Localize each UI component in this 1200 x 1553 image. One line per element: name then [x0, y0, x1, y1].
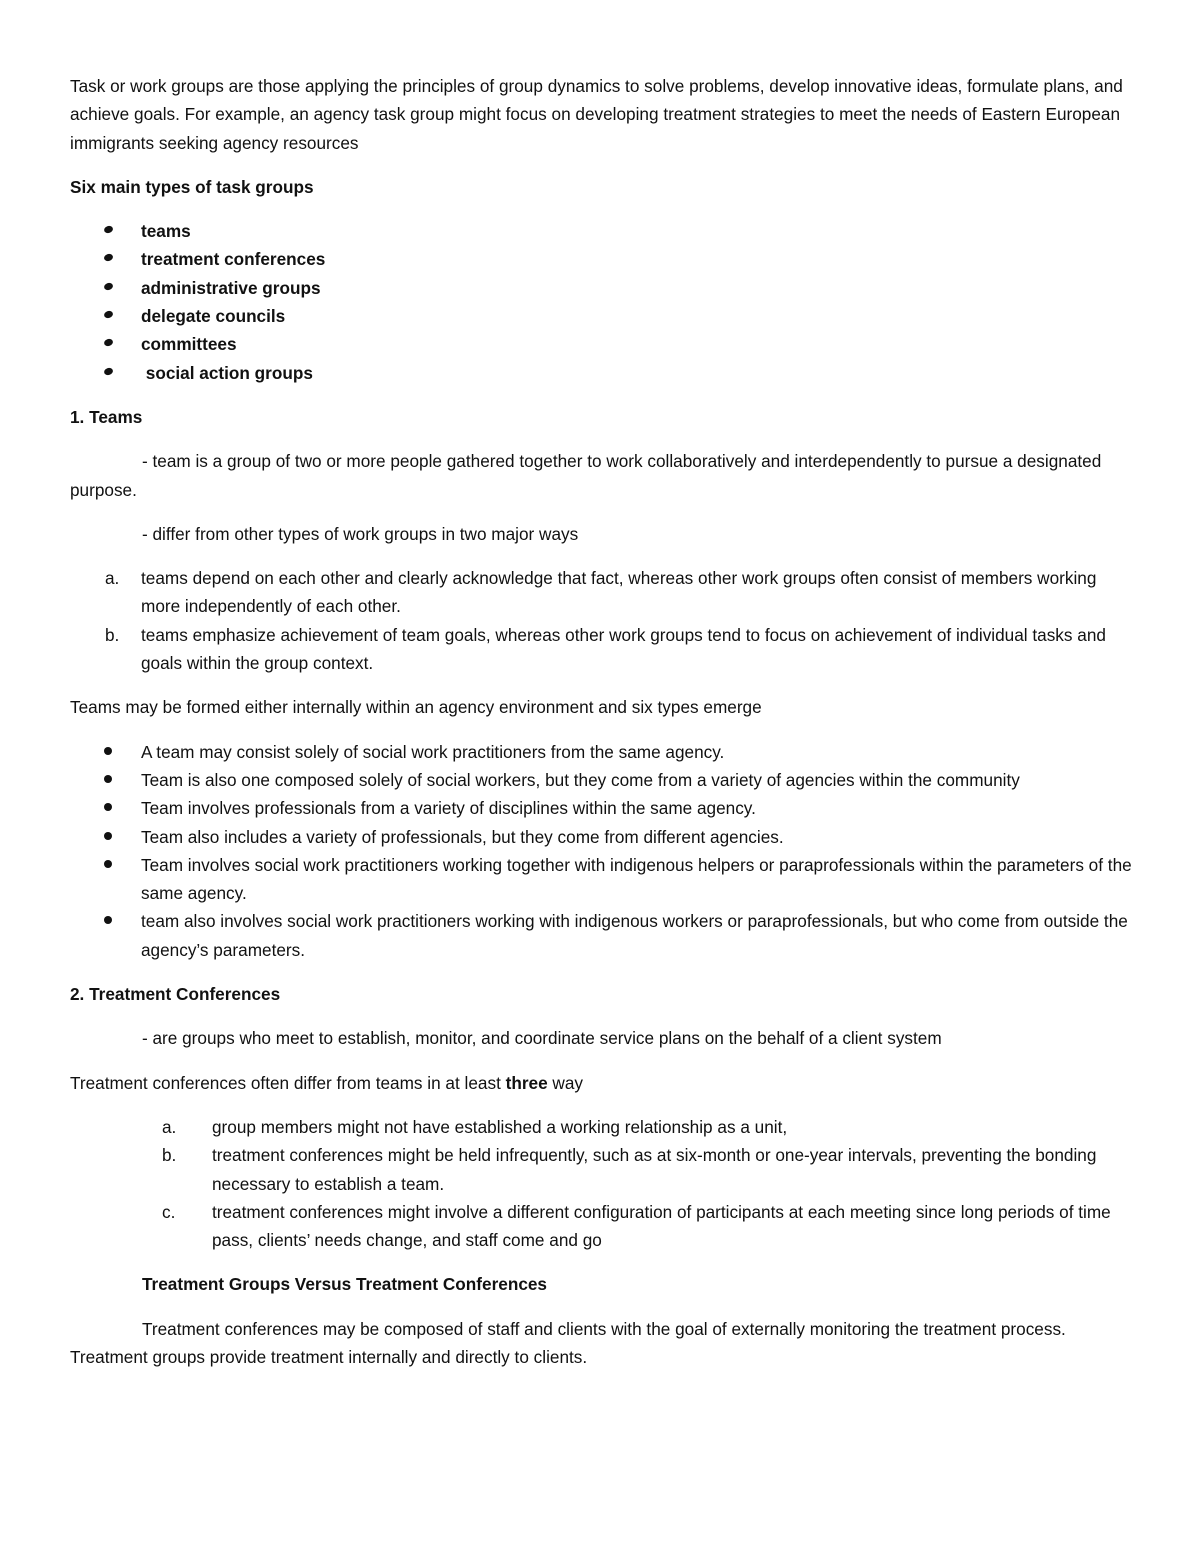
- list-item: a. teams depend on each other and clearly acknowledge that fact, whereas other work groups often consist of members working more independently of each other.: [70, 564, 1132, 621]
- treatment-conferences-ways-list: [70, 1113, 1132, 1254]
- list-marker: c.: [162, 1201, 176, 1222]
- task-group-types-list: [70, 217, 1132, 387]
- bullet-icon: [103, 366, 114, 376]
- bullet-icon: [103, 338, 114, 348]
- list-item: c. treatment conferences might involve a different configuration of participants at each meeting since long periods of time pass, clients’ needs change, and staff come and go: [70, 1198, 1132, 1255]
- list-item: social action groups: [70, 359, 1132, 387]
- bullet-icon: [103, 253, 114, 263]
- intro-paragraph: Task or work groups are those applying the principles of group dynamics to solve problems, develop innovative ideas, formulate plans, and achieve goals. For example, an agency task group might focus on developing treatment strategies to meet the needs of Eastern European immigrants seeking agency resources: [70, 76, 1123, 153]
- list-item: teams: [70, 217, 1132, 245]
- list-marker: a.: [162, 1116, 177, 1137]
- team-kinds-list: [70, 738, 1132, 964]
- treatment-conferences-differ-text: Treatment conferences often differ from teams in at least three way: [70, 1072, 583, 1093]
- teams-definition: - team is a group of two or more people gathered together to work collaboratively and interdependently to pursue a designated purpose.: [70, 451, 1102, 500]
- bullet-icon: [104, 775, 112, 783]
- bullet-icon: [104, 747, 112, 755]
- treatment-conferences-heading: 2. Treatment Conferences: [70, 984, 281, 1005]
- list-item: treatment conferences: [70, 245, 1132, 273]
- list-marker: a.: [105, 568, 120, 589]
- list-item: Team is also one composed solely of social workers, but they come from a variety of agencies within the community: [70, 766, 1132, 794]
- bullet-icon: [103, 310, 114, 320]
- teams-differ-text: - differ from other types of work groups in two major ways: [142, 523, 579, 544]
- bullet-icon: [103, 281, 114, 291]
- list-marker: b.: [162, 1145, 177, 1166]
- list-item: A team may consist solely of social work practitioners from the same agency.: [70, 738, 1132, 766]
- versus-paragraph: Treatment conferences may be composed of staff and clients with the goal of externally monitoring the treatment process. Treatment groups provide treatment internally and directly to clients.: [70, 1318, 1066, 1367]
- teams-formed-text: Teams may be formed either internally within an agency environment and six types emerge: [70, 697, 762, 718]
- list-item: Team also includes a variety of professionals, but they come from different agencies.: [70, 823, 1132, 851]
- list-marker: b.: [105, 624, 120, 645]
- bullet-icon: [103, 225, 114, 235]
- versus-heading: Treatment Groups Versus Treatment Conferences: [142, 1274, 547, 1295]
- list-item: committees: [70, 330, 1132, 358]
- list-item: b. teams emphasize achievement of team goals, whereas other work groups tend to focus on achievement of individual tasks and goals within the group context.: [70, 621, 1132, 678]
- task-group-types-heading: Six main types of task groups: [70, 176, 314, 197]
- teams-ways-list: [70, 564, 1132, 677]
- list-item: a. group members might not have established a working relationship as a unit,: [70, 1113, 1132, 1141]
- bullet-icon: [104, 860, 112, 868]
- list-item: delegate councils: [70, 302, 1132, 330]
- list-item: b. treatment conferences might be held infrequently, such as at six-month or one-year intervals, preventing the bonding necessary to establish a team.: [70, 1141, 1132, 1198]
- bullet-icon: [104, 916, 112, 924]
- list-item: Team involves social work practitioners working together with indigenous helpers or paraprofessionals within the parameters of the same agency.: [70, 851, 1132, 908]
- bullet-icon: [104, 832, 112, 840]
- treatment-conferences-definition: - are groups who meet to establish, monitor, and coordinate service plans on the behalf of a client system: [142, 1028, 942, 1049]
- list-item: Team involves professionals from a variety of disciplines within the same agency.: [70, 794, 1132, 822]
- document-page: [70, 72, 1132, 1387]
- bullet-icon: [104, 803, 112, 811]
- list-item: administrative groups: [70, 274, 1132, 302]
- list-item: team also involves social work practitioners working with indigenous workers or paraprofessionals, but who come from outside the agency’s parameters.: [70, 907, 1132, 964]
- teams-heading: 1. Teams: [70, 406, 143, 427]
